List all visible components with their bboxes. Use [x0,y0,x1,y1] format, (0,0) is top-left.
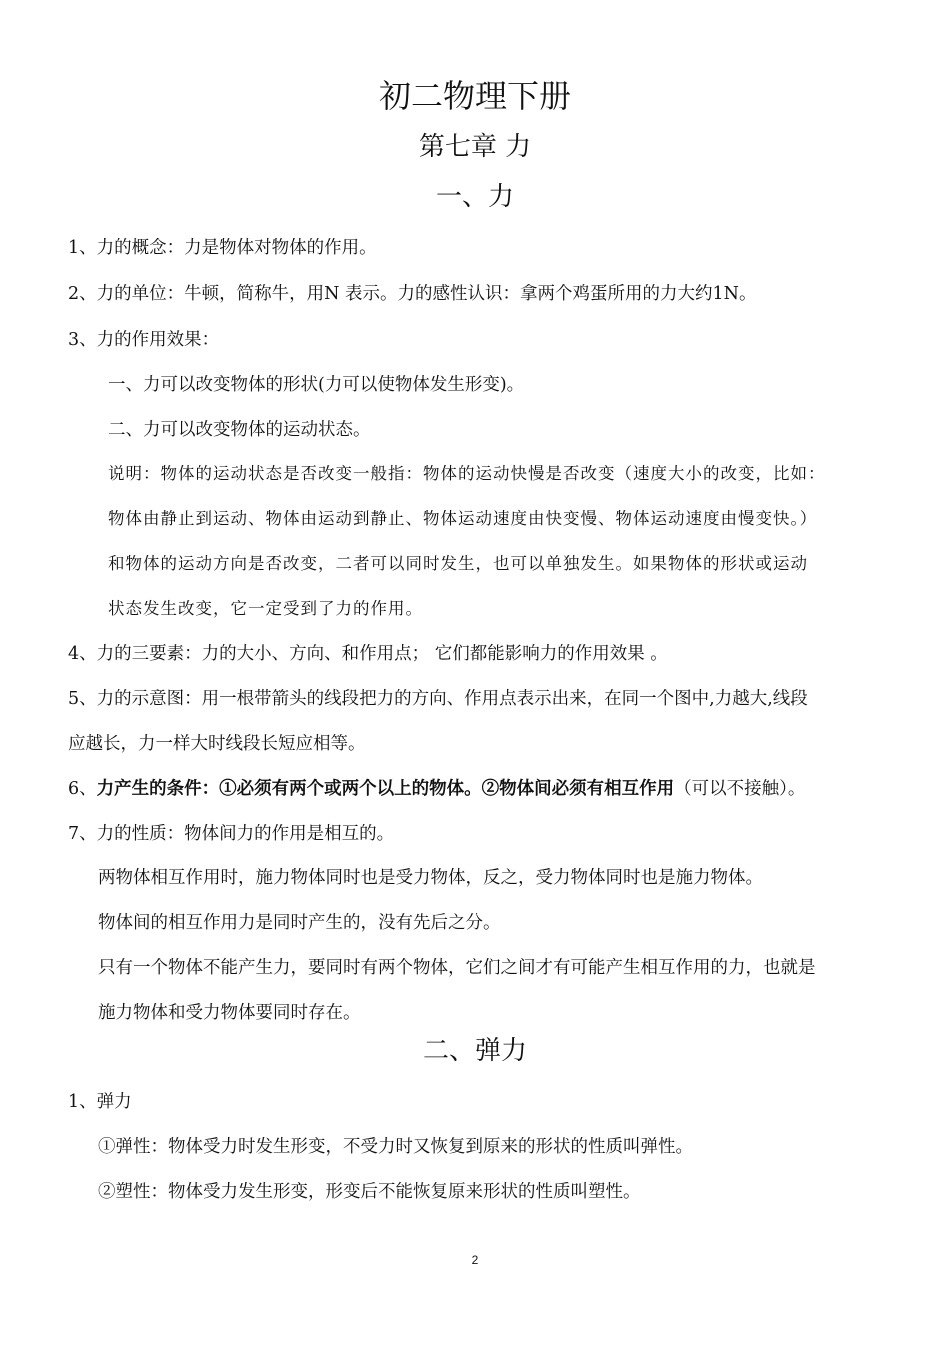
paragraph-force-diagram-1: 5、力的示意图：用一根带箭头的线段把力的方向、作用点表示出来，在同一个图中,力越大,线段 [68,689,808,709]
paragraph-effect-shape: 一、力可以改变物体的形状(力可以使物体发生形变)。 [108,375,525,395]
note-line-2: 物体由静止到运动、物体由运动到静止、物体运动速度由快变慢、物体运动速度由慢变快。） [108,509,818,528]
paragraph-plasticity: ②塑性：物体受力发生形变，形变后不能恢复原来形状的性质叫塑性。 [98,1182,641,1202]
paragraph-elastic-force: 1、弹力 [68,1092,132,1112]
paragraph-force-unit: 2、力的单位：牛顿，简称牛，用N 表示。力的感性认识：拿两个鸡蛋所用的力大约1N。 [68,284,757,304]
section-heading-elastic-force: 二、弹力 [422,1036,527,1066]
paragraph-two-objects-2: 施力物体和受力物体要同时存在。 [98,1003,361,1023]
paragraph-force-nature: 7、力的性质：物体间力的作用是相互的。 [68,824,395,844]
paragraph-mutual-action: 两物体相互作用时，施力物体同时也是受力物体，反之，受力物体同时也是施力物体。 [98,868,763,888]
page-number: 2 [471,1253,479,1267]
chapter-heading: 第七章 力 [418,132,532,162]
paragraph-simultaneous: 物体间的相互作用力是同时产生的，没有先后之分。 [98,913,501,933]
conditions-number: 6、 [68,779,97,799]
paragraph-force-conditions [68,777,805,801]
note-line-1: 说明：物体的运动状态是否改变一般指：物体的运动快慢是否改变（速度大小的改变，比如： [108,464,826,483]
document-title: 初二物理下册 [378,77,571,115]
paragraph-force-effect: 3、力的作用效果： [68,330,220,350]
section-heading-force: 一、力 [435,182,514,212]
paragraph-force-diagram-2: 应越长，力一样大时线段长短应相等。 [68,734,366,754]
paragraph-force-concept: 1、力的概念：力是物体对物体的作用。 [68,238,377,258]
paragraph-elasticity: ①弹性：物体受力时发生形变，不受力时又恢复到原来的形状的性质叫弹性。 [98,1137,693,1157]
paragraph-effect-motion: 二、力可以改变物体的运动状态。 [108,420,371,440]
note-line-3: 和物体的运动方向是否改变，二者可以同时发生，也可以单独发生。如果物体的形状或运动 [108,554,808,573]
conditions-note: （可以不接触）。 [674,779,806,799]
paragraph-three-elements: 4、力的三要素：力的大小、方向、和作用点； 它们都能影响力的作用效果 。 [68,644,668,664]
note-line-4: 状态发生改变，它一定受到了力的作用。 [108,599,423,618]
conditions-bold-text: 力产生的条件：①必须有两个或两个以上的物体。②物体间必须有相互作用 [96,779,675,799]
paragraph-two-objects-1: 只有一个物体不能产生力，要同时有两个物体，它们之间才有可能产生相互作用的力，也就是 [98,958,816,978]
